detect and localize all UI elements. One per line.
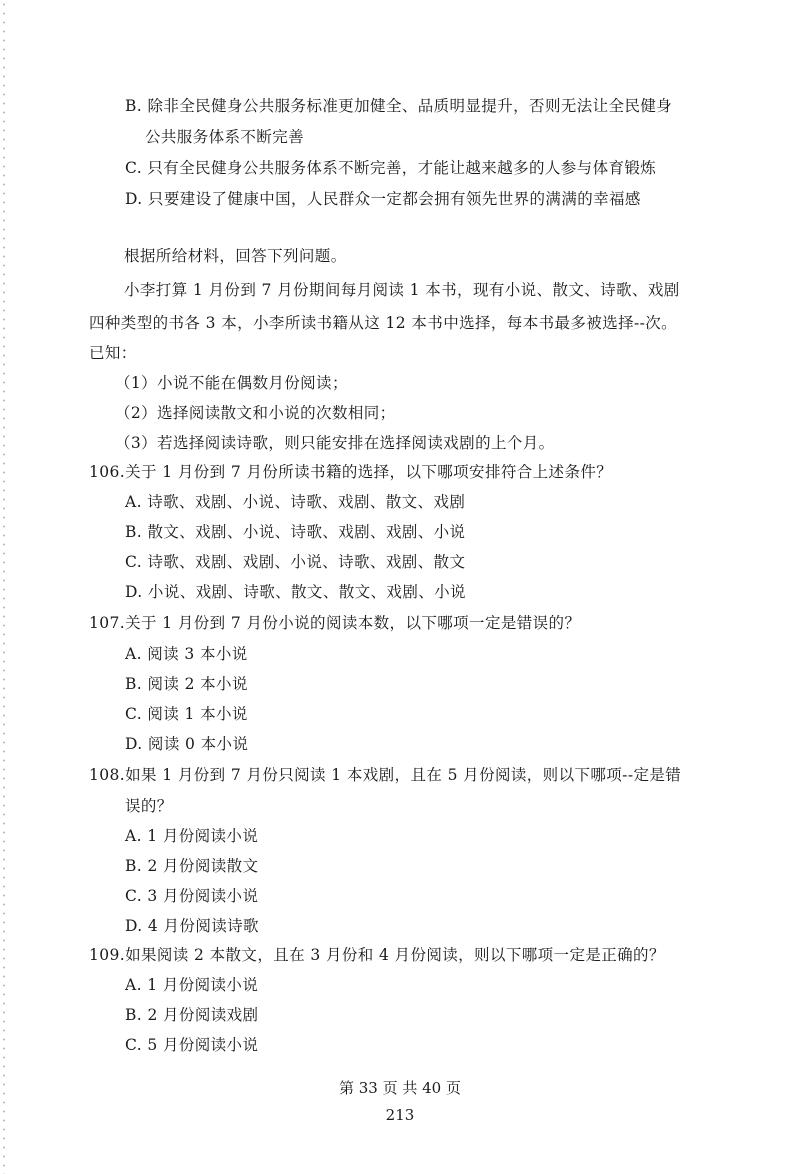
material-para-line2: 四种类型的书各 3 本，小李所读书籍从这 12 本书中选择，每本书最多被选择--次。: [89, 314, 678, 332]
condition-2: （2）选择阅读散文和小说的次数相同；: [115, 404, 396, 422]
q107-option-b: B. 阅读 2 本小说: [125, 675, 248, 693]
q106-option-d: D. 小说、戏剧、诗歌、散文、散文、戏剧、小说: [125, 583, 466, 601]
q107-stem: 107.关于 1 月份到 7 月份小说的阅读本数，以下哪项一定是错误的？: [89, 614, 581, 632]
q106-option-a: A. 诗歌、戏剧、小说、诗歌、戏剧、散文、戏剧: [125, 493, 466, 511]
q109-option-b: B. 2 月份阅读戏剧: [125, 1006, 259, 1024]
q106-option-c: C. 诗歌、戏剧、戏剧、小说、诗歌、戏剧、散文: [125, 553, 466, 571]
condition-1: （1）小说不能在偶数月份阅读；: [115, 374, 348, 392]
q108-option-a: A. 1 月份阅读小说: [125, 827, 259, 845]
q109-stem: 109.如果阅读 2 本散文，且在 3 月份和 4 月份阅读，则以下哪项一定是正确的？: [89, 946, 665, 964]
q109-option-a: A. 1 月份阅读小说: [125, 976, 259, 994]
q107-option-a: A. 阅读 3 本小说: [125, 645, 248, 663]
page-count-label: 第 33 页 共 40 页: [338, 1079, 461, 1097]
condition-3: （3）若选择阅读诗歌，则只能安排在选择阅读戏剧的上个月。: [115, 434, 555, 452]
prev-option-b-line1: B. 除非全民健身公共服务标准更加健全、品质明显提升，否则无法让全民健身: [125, 97, 673, 115]
q107-option-d: D. 阅读 0 本小说: [125, 735, 249, 753]
q108-stem-line1: 108.如果 1 月份到 7 月份只阅读 1 本戏剧，且在 5 月份阅读，则以下哪项--定是错: [89, 766, 682, 784]
q108-stem-line2: 误的？: [125, 797, 173, 815]
material-intro: 根据所给材料，回答下列问题。: [124, 247, 347, 265]
q108-option-d: D. 4 月份阅读诗歌: [125, 917, 259, 935]
q108-option-b: B. 2 月份阅读散文: [125, 857, 259, 875]
binding-margin: [2, 0, 6, 1174]
prev-option-c: C. 只有全民健身公共服务体系不断完善，才能让越来越多的人参与体育锻炼: [125, 159, 657, 177]
q109-option-c: C. 5 月份阅读小说: [125, 1036, 259, 1054]
material-known: 已知：: [89, 344, 137, 362]
prev-option-d: D. 只要建设了健康中国，人民群众一定都会拥有领先世界的满满的幸福感: [125, 190, 641, 208]
q107-option-c: C. 阅读 1 本小说: [125, 705, 248, 723]
page-number: 213: [385, 1106, 415, 1124]
prev-option-b-line2: 公共服务体系不断完善: [145, 128, 305, 146]
q106-stem: 106.关于 1 月份到 7 月份所读书籍的选择，以下哪项安排符合上述条件？: [89, 463, 613, 481]
q106-option-b: B. 散文、戏剧、小说、诗歌、戏剧、戏剧、小说: [125, 523, 466, 541]
q108-option-c: C. 3 月份阅读小说: [125, 887, 259, 905]
material-para-line1: 小李打算 1 月份到 7 月份期间每月阅读 1 本书，现有小说、散文、诗歌、戏剧: [124, 281, 680, 299]
